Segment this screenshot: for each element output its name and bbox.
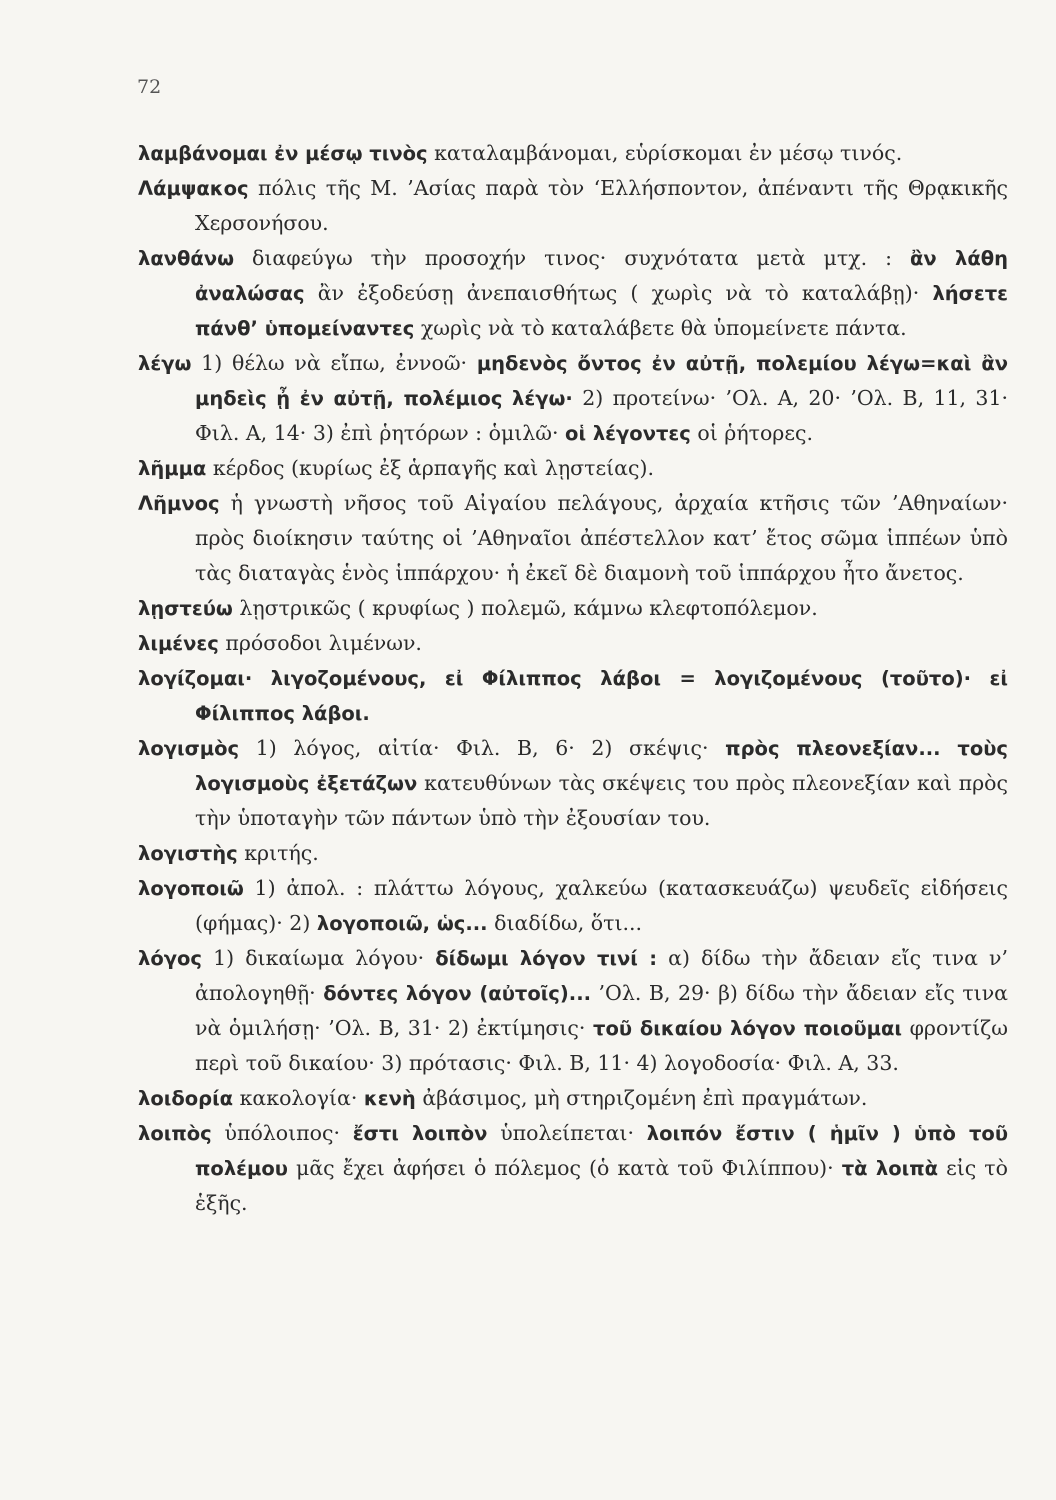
bold-term: λαμβάνομαι ἐν μέσῳ τινὸς	[138, 142, 428, 165]
definition-text: χωρὶς νὰ τὸ καταλάβετε θὰ ὑπομείνετε πάντα.	[414, 316, 907, 340]
glossary-entry	[138, 871, 1008, 941]
bold-term: λοιδορία	[138, 1087, 234, 1110]
definition-text: κακολογία·	[233, 1086, 364, 1110]
glossary-entry	[138, 486, 1008, 591]
bold-term: ἂν λάθη ἀναλώσας	[195, 247, 1009, 305]
definition-text: 2) προτείνω· ’Ολ. Α, 20· ’Ολ. Β, 11, 31· Φιλ. Α, 14· 3) ἐπὶ ῥητόρων : ὁμιλῶ·	[195, 386, 1008, 445]
definition-text: φροντίζω περὶ τοῦ δικαίου· 3) πρότασις· Φιλ. Β, 11· 4) λογοδοσία· Φιλ. Α, 33.	[195, 1016, 1008, 1075]
bold-term: λογισμὸς	[138, 737, 240, 760]
bold-term: λογιστὴς	[138, 842, 238, 865]
bold-term: τοῦ δικαίου λόγον ποιοῦμαι	[593, 1017, 902, 1040]
definition-text: κατευθύνων τὰς σκέψεις του πρὸς πλεονεξίαν καὶ πρὸς τὴν ὑποταγὴν τῶν πάντων ὑπὸ τὴν ἐξουσίαν του.	[195, 771, 1008, 830]
bold-term: πρὸς πλεονεξίαν... τοὺς λογισμοὺς ἐξετάζων	[195, 737, 1008, 795]
bold-term: λήσετε πάνθ’ ὑπομείναντες	[195, 282, 1008, 340]
definition-text: ’Ολ. Β, 29· β) δίδω τὴν ἄδειαν εἴς τινα νὰ ὁμιλήσῃ· ’Ολ. Β, 31· 2) ἐκτίμησις·	[195, 981, 1009, 1040]
definition-text: διαφεύγω τὴν προσοχήν τινος· συχνότατα μετὰ μτχ. :	[234, 246, 911, 270]
bold-term: οἱ λέγοντες	[565, 422, 691, 445]
glossary-entry	[138, 136, 1008, 171]
definition-text: ἂν ἐξοδεύσῃ ἀνεπαισθήτως ( χωρὶς νὰ τὸ καταλάβῃ)·	[304, 281, 933, 305]
definition-text: καταλαμβάνομαι, εὑρίσκομαι ἐν μέσῳ τινός.	[427, 141, 903, 165]
bold-term: τὰ λοιπὰ	[841, 1157, 939, 1180]
bold-term: λοιπὸς	[138, 1122, 212, 1145]
definition-text: εἰς τὸ ἑξῆς.	[195, 1156, 1008, 1215]
definition-text: ἡ γνωστὴ νῆσος τοῦ Αἰγαίου πελάγους, ἀρχαία κτῆσις τῶν ’Αθηναίων· πρὸς διοίκησιν ταύτης οἱ ’Αθηναῖοι ἀπέστελλον κατ’ ἔτος σῶμα ἱππέων ὑπὸ τὰς διαταγὰς ἑνὸς ἱππάρχου· ἡ ἐκεῖ δὲ διαμονὴ τοῦ ἱππάρχου ἦτο ἄνετος.	[195, 491, 1008, 585]
bold-term: λῆμμα	[138, 457, 207, 480]
definition-text: κριτής.	[237, 841, 319, 865]
bold-term: λογοποιῶ	[138, 877, 244, 900]
bold-term: λογοποιῶ, ὡς...	[316, 912, 488, 935]
definition-text: ἀβάσιμος, μὴ στηριζομένη ἐπὶ πραγμάτων.	[415, 1086, 868, 1110]
definition-text: α) δίδω τὴν ἄδειαν εἴς τινα ν’ ἀπολογηθῇ·	[195, 946, 1008, 1005]
bold-term: λιμένες	[138, 632, 219, 655]
glossary-entry	[138, 591, 1008, 626]
glossary-entry	[138, 626, 1008, 661]
bold-term: λογίζομαι· λιγοζομένους, εἰ Φίλιππος λάβοι = λογιζομένους (τοῦτο)· εἰ Φίλιππος λάβοι.	[138, 667, 1008, 725]
definition-text: διαδίδω, ὅτι...	[487, 911, 643, 935]
glossary-entry	[138, 1116, 1008, 1221]
bold-term: λῃστεύω	[138, 597, 233, 620]
glossary-entry	[138, 451, 1008, 486]
definition-text: πόλις τῆς Μ. ’Ασίας παρὰ τὸν ‘Ελλήσποντον, ἀπέναντι τῆς Θρᾳκικῆς Χερσονήσου.	[195, 176, 1008, 235]
glossary-entry	[138, 346, 1008, 451]
definition-text: πρόσοδοι λιμένων.	[218, 631, 422, 655]
definition-text: κέρδος (κυρίως ἐξ ἁρπαγῆς καὶ λῃστείας).	[206, 456, 654, 480]
definition-text: 1) θέλω νὰ εἴπω, ἐννοῶ·	[191, 351, 477, 375]
bold-term: δίδωμι λόγον τινί :	[435, 947, 658, 970]
bold-term: λοιπόν ἔστιν ( ἡμῖν ) ὑπὸ τοῦ πολέμου	[195, 1122, 1008, 1180]
glossary-entry	[138, 241, 1008, 346]
bold-term: λέγω	[138, 352, 192, 375]
definition-text: 1) δικαίωμα λόγου·	[201, 946, 436, 970]
glossary-entry	[138, 731, 1008, 836]
glossary-entry	[138, 171, 1008, 241]
bold-term: μηδενὸς ὄντος ἐν αὐτῇ, πολεμίου λέγω=καὶ ἂν μηδεὶς ᾖ ἐν αὐτῇ, πολέμιος λέγω·	[195, 352, 1008, 410]
bold-term: λανθάνω	[138, 247, 235, 270]
glossary-entry	[138, 836, 1008, 871]
bold-term: Λῆμνος	[138, 492, 220, 515]
bold-term: λόγος	[138, 947, 202, 970]
glossary-entry	[138, 661, 1008, 731]
bold-term: δόντες λόγον (αὐτοῖς)...	[323, 982, 592, 1005]
bold-term: Λάμψακος	[138, 177, 249, 200]
bold-term: κενὴ	[363, 1087, 416, 1110]
definition-text: ὑπόλοιπος·	[211, 1121, 353, 1145]
bold-term: ἔστι λοιπὸν	[352, 1122, 488, 1145]
glossary-list	[138, 136, 1008, 1221]
glossary-entry	[138, 941, 1008, 1081]
definition-text: μᾶς ἔχει ἀφήσει ὁ πόλεμος (ὁ κατὰ τοῦ Φιλίππου)·	[287, 1156, 842, 1180]
definition-text: οἱ ῥήτορες.	[690, 421, 813, 445]
definition-text: 1) ἀπολ. : πλάττω λόγους, χαλκεύω (κατασκευάζω) ψευδεῖς εἰδήσεις (φήμας)· 2)	[195, 876, 1008, 935]
page-number: 72	[137, 76, 162, 98]
glossary-entry	[138, 1081, 1008, 1116]
definition-text: λῃστρικῶς ( κρυφίως ) πολεμῶ, κάμνω κλεφτοπόλεμον.	[232, 596, 818, 620]
definition-text: 1) λόγος, αἰτία· Φιλ. Β, 6· 2) σκέψις·	[239, 736, 726, 760]
definition-text: ὑπολείπεται·	[487, 1121, 647, 1145]
